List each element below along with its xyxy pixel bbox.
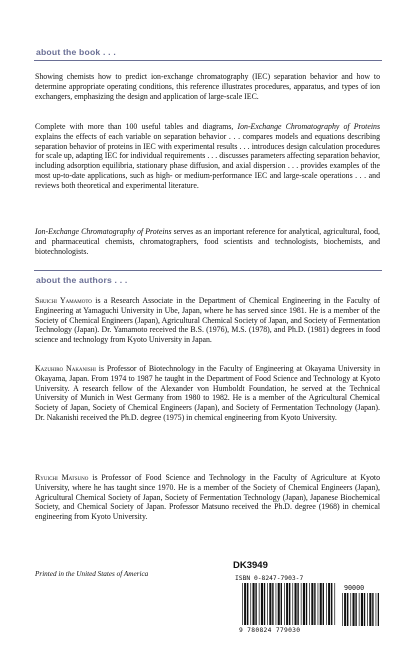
catalog-code: DK3949 (233, 560, 268, 571)
barcode (241, 583, 337, 630)
section-divider (34, 60, 382, 61)
section-divider (34, 270, 382, 271)
price-code: 90000 (344, 584, 365, 592)
book-description-paragraph-2 (35, 122, 380, 190)
book-title-inline: Ion-Exchange Chromatography of Proteins (35, 227, 172, 236)
barcode-addon-bars (341, 593, 379, 626)
book-description-paragraph-3 (35, 227, 380, 256)
author-bio-matsuno (35, 473, 380, 522)
isbn-label: ISBN 0-8247-7903-7 (235, 575, 304, 582)
author-name: Kazuhiro Nakanishi (35, 364, 96, 373)
barcode-main-bars (241, 583, 337, 625)
author-bio-yamamoto (35, 296, 380, 345)
book-description-2a: Complete with more than 100 useful tables and diagrams, (35, 122, 238, 131)
about-book-heading: about the book . . . (36, 47, 116, 57)
book-description-3b: serves as an important reference for analytical, agricultural, food, and pharmaceutical chemists, chromatographers, food scientists and technologists, biochemists, and biotechnologists. (35, 227, 380, 256)
book-description-2b: explains the effects of each variable on separation behavior . . . compares models and equations describing separation behavior of proteins in IEC with experimental results . . . introduces design calculation procedures for scale up, adapting IEC for individual requirements . . . discusses parameters affecting separation behavior, including adsorption equilibria, stationary phase diffusion, and axial dispersion . . . provides examples of the most up-to-date applications, such as high- or medium-performance IEC and large-scale operations . . . and reviews both theoretical and experimental literature. (35, 131, 380, 190)
about-authors-heading: about the authors . . . (36, 275, 128, 285)
author-bio-nakanishi (35, 364, 380, 423)
barcode-number: 9 780824 779030 (239, 627, 301, 634)
book-title-inline: Ion-Exchange Chromatography of Proteins (237, 122, 380, 131)
author-bio-text: is Professor of Food Science and Technology in the Faculty of Agriculture at Kyoto University, where he has taught since 1970. He is a member of the Society of Chemical Engineers (Japan), Agricultural Chemical Society of Japan, Society of Fermentation Technology (Japan), Japanese Biochemical Society, and Chemical Society of Japan. Professor Matsuno received the Ph.D. degree (1968) in chemical engineering from Kyoto University. (35, 473, 381, 521)
author-bio-text: is a Research Associate in the Department of Chemical Engineering in the Faculty of Engineering at Yamaguchi University in Ube, Japan, where he has served since 1981. He is a member of the Society of Chemical Engineers (Japan), Agricultural Chemical Society of Japan, and Society of Fermentation Technology (Japan). Dr. Yamamoto received the B.S. (1976), M.S. (1978), and Ph.D. (1981) degrees in food science and technology from Kyoto University in Japan. (35, 296, 380, 344)
printed-in-notice: Printed in the United States of America (35, 570, 149, 578)
barcode-addon (341, 593, 379, 631)
author-name: Ryuichi Matsuno (35, 473, 89, 482)
author-bio-text: is Professor of Biotechnology in the Faculty of Engineering at Okayama University in Okayama, Japan. From 1974 to 1987 he taught in the Department of Food Science and Technology at Kyoto University. A research fellow of the Alexander von Humboldt Foundation, he served at the Technical University of Munich in West Germany from 1980 to 1982. He is a member of the Agricultural Chemical Society of Japan, Society of Chemical Engineers (Japan), and Society of Fermentation Technology (Japan). Dr. Nakanishi received the Ph.D. degree (1975) in chemical engineering from Kyoto University. (35, 364, 380, 422)
author-name: Shuichi Yamamoto (35, 296, 92, 305)
book-description-paragraph-1: Showing chemists how to predict ion-exchange chromatography (IEC) separation behavior and how to determine appropriate operating conditions, this reference illustrates procedures, apparatus, and types of ion exchangers, emphasizing the design and application of large-scale IEC. (35, 72, 380, 101)
